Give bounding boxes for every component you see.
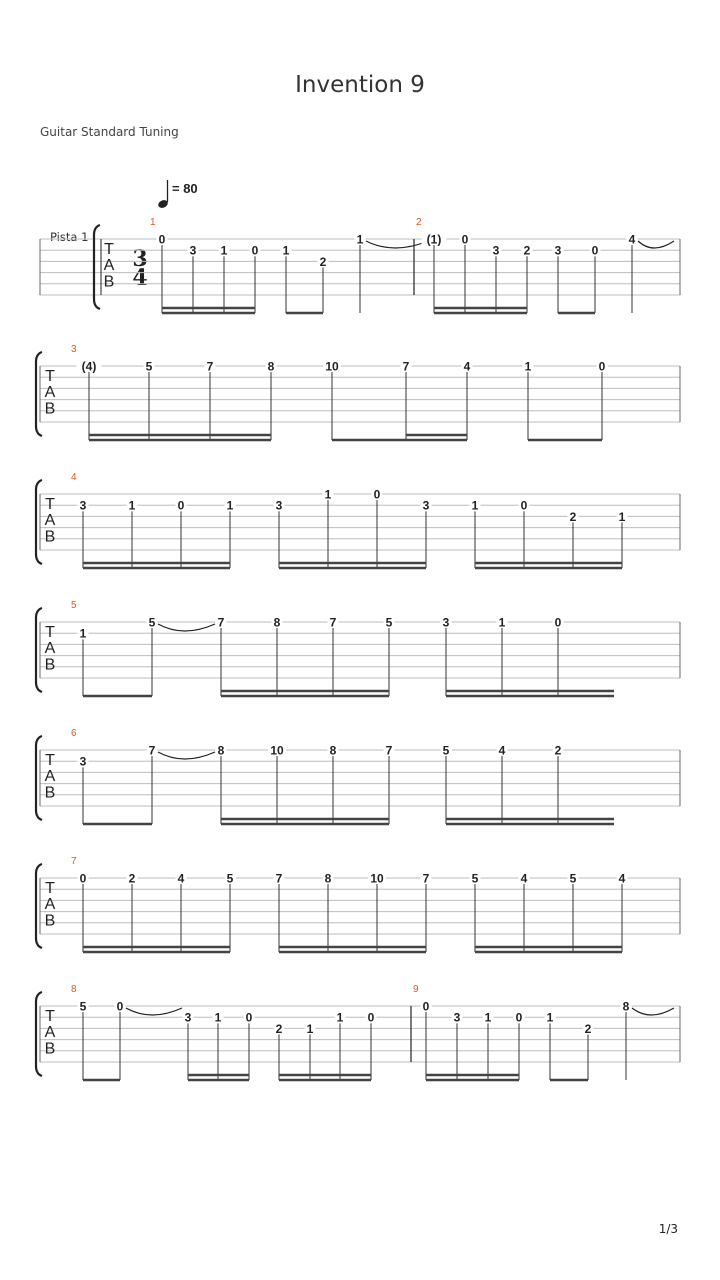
fret-number: 8 bbox=[622, 999, 630, 1014]
fret-number: 2 bbox=[275, 1021, 283, 1036]
tempo-marking bbox=[157, 180, 198, 209]
measure-number: 1 bbox=[150, 217, 156, 228]
fret-number: 10 bbox=[370, 871, 384, 886]
fret-number: 0 bbox=[520, 498, 528, 513]
tie-arc bbox=[158, 624, 215, 631]
fret-number: 5 bbox=[145, 359, 153, 374]
fret-number: (1) bbox=[426, 232, 442, 247]
fret-number: 0 bbox=[598, 359, 606, 374]
tab-clef-letter: T bbox=[45, 368, 55, 385]
fret-number: 1 bbox=[128, 498, 136, 513]
fret-number: 3 bbox=[492, 243, 500, 258]
fret-number: 7 bbox=[402, 359, 410, 374]
tab-clef-letter: B bbox=[44, 400, 56, 418]
fret-number: 2 bbox=[523, 243, 531, 258]
fret-number: 2 bbox=[569, 509, 577, 524]
fret-number: 5 bbox=[79, 999, 87, 1014]
fret-number: 7 bbox=[385, 743, 393, 758]
fret-number: 5 bbox=[442, 743, 450, 758]
fret-number: 10 bbox=[270, 743, 284, 758]
tab-system-7 bbox=[36, 984, 680, 1080]
fret-number: 5 bbox=[569, 871, 577, 886]
measure-number: 7 bbox=[71, 856, 77, 867]
fret-number: 1 bbox=[484, 1010, 492, 1025]
tab-clef-letter: A bbox=[44, 640, 56, 658]
fret-number: 5 bbox=[148, 615, 156, 630]
measure-number: 8 bbox=[71, 984, 77, 995]
fret-number: 5 bbox=[385, 615, 393, 630]
fret-number: 3 bbox=[275, 498, 283, 513]
measure-number: 4 bbox=[71, 472, 77, 483]
fret-number: 1 bbox=[498, 615, 506, 630]
fret-number: 1 bbox=[214, 1010, 222, 1025]
tab-clef-letter: A bbox=[103, 257, 115, 275]
fret-number: 4 bbox=[177, 871, 185, 886]
tempo-value: = 80 bbox=[172, 181, 198, 196]
fret-number: 3 bbox=[442, 615, 450, 630]
fret-number: 8 bbox=[324, 871, 332, 886]
fret-number: 0 bbox=[158, 232, 166, 247]
fret-number: 0 bbox=[554, 615, 562, 630]
fret-number: 1 bbox=[618, 509, 626, 524]
tab-clef-letter: A bbox=[44, 384, 56, 402]
fret-number: 1 bbox=[220, 243, 228, 258]
fret-number: 8 bbox=[329, 743, 337, 758]
time-signature-top: 3 bbox=[132, 246, 148, 272]
tab-clef-letter: B bbox=[44, 1040, 56, 1058]
fret-number: 1 bbox=[79, 626, 87, 641]
tab-clef-letter: A bbox=[44, 768, 56, 786]
fret-number: 8 bbox=[267, 359, 275, 374]
system-bracket bbox=[36, 352, 42, 436]
fret-number: 3 bbox=[79, 754, 87, 769]
fret-number: 4 bbox=[618, 871, 626, 886]
system-bracket bbox=[36, 608, 42, 692]
tie-arc bbox=[366, 241, 428, 248]
tab-clef-letter: B bbox=[44, 656, 56, 674]
fret-number: 4 bbox=[520, 871, 528, 886]
fret-number: 0 bbox=[461, 232, 469, 247]
tie-arc bbox=[126, 1008, 182, 1015]
tab-clef-letter: B bbox=[44, 528, 56, 546]
fret-number: 0 bbox=[245, 1010, 253, 1025]
tab-clef-letter: T bbox=[45, 496, 55, 513]
tab-systems bbox=[36, 217, 680, 1080]
measure-number: 5 bbox=[71, 600, 77, 611]
fret-number: 2 bbox=[319, 254, 327, 269]
tab-clef-letter: B bbox=[44, 784, 56, 802]
fret-number: 0 bbox=[591, 243, 599, 258]
fret-number: 1 bbox=[524, 359, 532, 374]
fret-number: 2 bbox=[554, 743, 562, 758]
fret-number: 1 bbox=[324, 487, 332, 502]
measure-number: 9 bbox=[413, 984, 419, 995]
fret-number: 0 bbox=[515, 1010, 523, 1025]
tab-clef-letter: T bbox=[45, 752, 55, 769]
fret-number: 1 bbox=[471, 498, 479, 513]
track-name: Pista 1 bbox=[50, 230, 89, 244]
fret-number: 10 bbox=[325, 359, 339, 374]
fret-number: 1 bbox=[356, 232, 364, 247]
fret-number: 8 bbox=[217, 743, 225, 758]
fret-number: 7 bbox=[422, 871, 430, 886]
fret-number: 0 bbox=[116, 999, 124, 1014]
page-number: 1/3 bbox=[658, 1222, 678, 1236]
tab-system-4 bbox=[36, 600, 680, 696]
fret-number: 3 bbox=[189, 243, 197, 258]
fret-number: 0 bbox=[422, 999, 430, 1014]
fret-number: 8 bbox=[273, 615, 281, 630]
fret-number: 7 bbox=[206, 359, 214, 374]
measure-number: 6 bbox=[71, 728, 77, 739]
measure-number: 3 bbox=[71, 344, 77, 355]
tab-system-2 bbox=[36, 344, 680, 440]
fret-number: 1 bbox=[226, 498, 234, 513]
tie-arc bbox=[638, 241, 674, 248]
time-signature-bottom: 4 bbox=[132, 265, 148, 291]
fret-number: 5 bbox=[471, 871, 479, 886]
system-bracket bbox=[36, 736, 42, 820]
fret-number: 4 bbox=[628, 232, 636, 247]
measure-number: 2 bbox=[416, 217, 422, 228]
tie-arc bbox=[632, 1008, 674, 1015]
system-bracket bbox=[36, 992, 42, 1076]
score-title: Invention 9 bbox=[295, 72, 425, 98]
fret-number: 3 bbox=[422, 498, 430, 513]
tab-system-5 bbox=[36, 728, 680, 824]
fret-number: 1 bbox=[306, 1021, 314, 1036]
fret-number: 7 bbox=[217, 615, 225, 630]
tab-clef-letter: T bbox=[45, 624, 55, 641]
fret-number: 0 bbox=[251, 243, 259, 258]
fret-number: 7 bbox=[275, 871, 283, 886]
tuning-label: Guitar Standard Tuning bbox=[40, 125, 179, 139]
fret-number: 2 bbox=[584, 1021, 592, 1036]
fret-number: 0 bbox=[79, 871, 87, 886]
tab-clef-letter: T bbox=[45, 1008, 55, 1025]
tab-clef-letter: B bbox=[103, 273, 115, 291]
fret-number: 3 bbox=[79, 498, 87, 513]
fret-number: 7 bbox=[329, 615, 337, 630]
system-bracket bbox=[36, 864, 42, 948]
tab-system-3 bbox=[36, 472, 680, 568]
system-bracket bbox=[94, 225, 100, 309]
fret-number: 3 bbox=[453, 1010, 461, 1025]
tab-clef-letter: A bbox=[44, 896, 56, 914]
tab-clef-letter: B bbox=[44, 912, 56, 930]
tab-clef-letter: T bbox=[45, 880, 55, 897]
fret-number: 2 bbox=[128, 871, 136, 886]
fret-number: 4 bbox=[498, 743, 506, 758]
tab-clef-letter: T bbox=[104, 241, 114, 258]
fret-number: 1 bbox=[282, 243, 290, 258]
fret-number: 0 bbox=[373, 487, 381, 502]
fret-number: 5 bbox=[226, 871, 234, 886]
fret-number: 7 bbox=[148, 743, 156, 758]
fret-number: 0 bbox=[177, 498, 185, 513]
system-bracket bbox=[36, 480, 42, 564]
fret-number: 0 bbox=[367, 1010, 375, 1025]
fret-number: 3 bbox=[554, 243, 562, 258]
fret-number: (4) bbox=[81, 359, 97, 374]
fret-number: 1 bbox=[546, 1010, 554, 1025]
tab-system-6 bbox=[36, 856, 680, 952]
tab-clef-letter: A bbox=[44, 1024, 56, 1042]
fret-number: 4 bbox=[463, 359, 471, 374]
fret-number: 3 bbox=[184, 1010, 192, 1025]
tie-arc bbox=[158, 752, 215, 759]
fret-number: 1 bbox=[336, 1010, 344, 1025]
tab-clef-letter: A bbox=[44, 512, 56, 530]
